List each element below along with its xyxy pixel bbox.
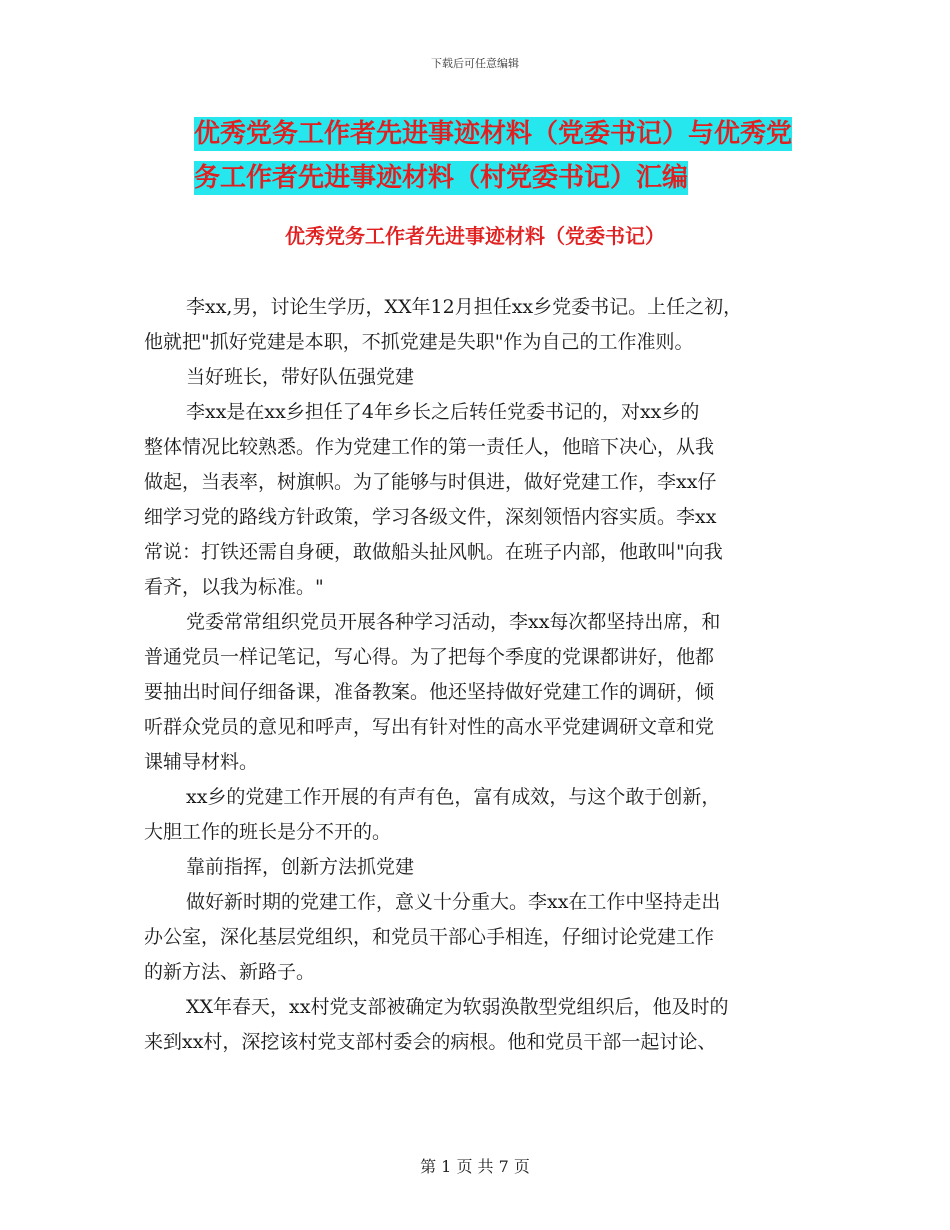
paragraph-line: 李xx,男，讨论生学历，XX年12月担任xx乡党委书记。上任之初， (186, 296, 743, 318)
header-note: 下载后可任意编辑 (431, 57, 519, 70)
paragraph-line: 做好新时期的党建工作，意义十分重大。李xx在工作中坚持走出 (186, 891, 721, 913)
paragraph-line: 课辅导材料。 (144, 751, 259, 773)
paragraph-line: 整体情况比较熟悉。作为党建工作的第一责任人，他暗下决心，从我 (144, 436, 715, 458)
body-text (144, 290, 834, 1060)
main-title (150, 112, 850, 200)
main-title-line-1: 优秀党务工作者先进事迹材料（党委书记）与优秀党 (194, 119, 793, 149)
paragraph-line: xx乡的党建工作开展的有声有色，富有成效，与这个敢于创新， (186, 786, 721, 808)
paragraph-line: 做起，当表率，树旗帜。为了能够与时俱进，做好党建工作，李xx仔 (144, 471, 717, 493)
paragraph-line: 看齐，以我为标准。" (144, 576, 324, 598)
paragraph-line: 来到xx村，深挖该村党支部村委会的病根。他和党员干部一起讨论、 (144, 1031, 717, 1053)
paragraph-line: 他就把"抓好党建是本职，不抓党建是失职"作为自己的工作准则。 (144, 331, 694, 353)
paragraph-line: 办公室，深化基层党组织，和党员干部心手相连，仔细讨论党建工作 (144, 926, 715, 948)
paragraph-line: 细学习党的路线方针政策，学习各级文件，深刻领悟内容实质。李xx (144, 506, 717, 528)
paragraph-line: 听群众党员的意见和呼声，写出有针对性的高水平党建调研文章和党 (144, 716, 715, 738)
paragraph-line: 要抽出时间仔细备课，准备教案。他还坚持做好党建工作的调研，倾 (144, 681, 715, 703)
paragraph-line: 党委常常组织党员开展各种学习活动，李xx每次都坚持出席，和 (186, 611, 721, 633)
paragraph-line: 普通党员一样记笔记，写心得。为了把每个季度的党课都讲好，他都 (144, 646, 715, 668)
page-footer: 第 1 页 共 7 页 (420, 1157, 530, 1176)
section-title: 优秀党务工作者先进事迹材料（党委书记） (285, 224, 665, 248)
main-title-line-2: 务工作者先进事迹材料（村党委书记）汇编 (194, 163, 689, 193)
paragraph-line: 李xx是在xx乡担任了4年乡长之后转任党委书记的，对xx乡的 (186, 401, 700, 423)
paragraph-line: 的新方法、新路子。 (144, 961, 316, 983)
subheading: 当好班长，带好队伍强党建 (186, 366, 415, 388)
paragraph-line: 大胆工作的班长是分不开的。 (144, 821, 392, 843)
paragraph-line: XX年春天，xx村党支部被确定为软弱涣散型党组织后，他及时的 (186, 996, 729, 1018)
paragraph-line: 常说：打铁还需自身硬，敢做船头扯风帆。在班子内部，他敢叫"向我 (144, 541, 723, 563)
subheading: 靠前指挥，创新方法抓党建 (186, 856, 415, 878)
